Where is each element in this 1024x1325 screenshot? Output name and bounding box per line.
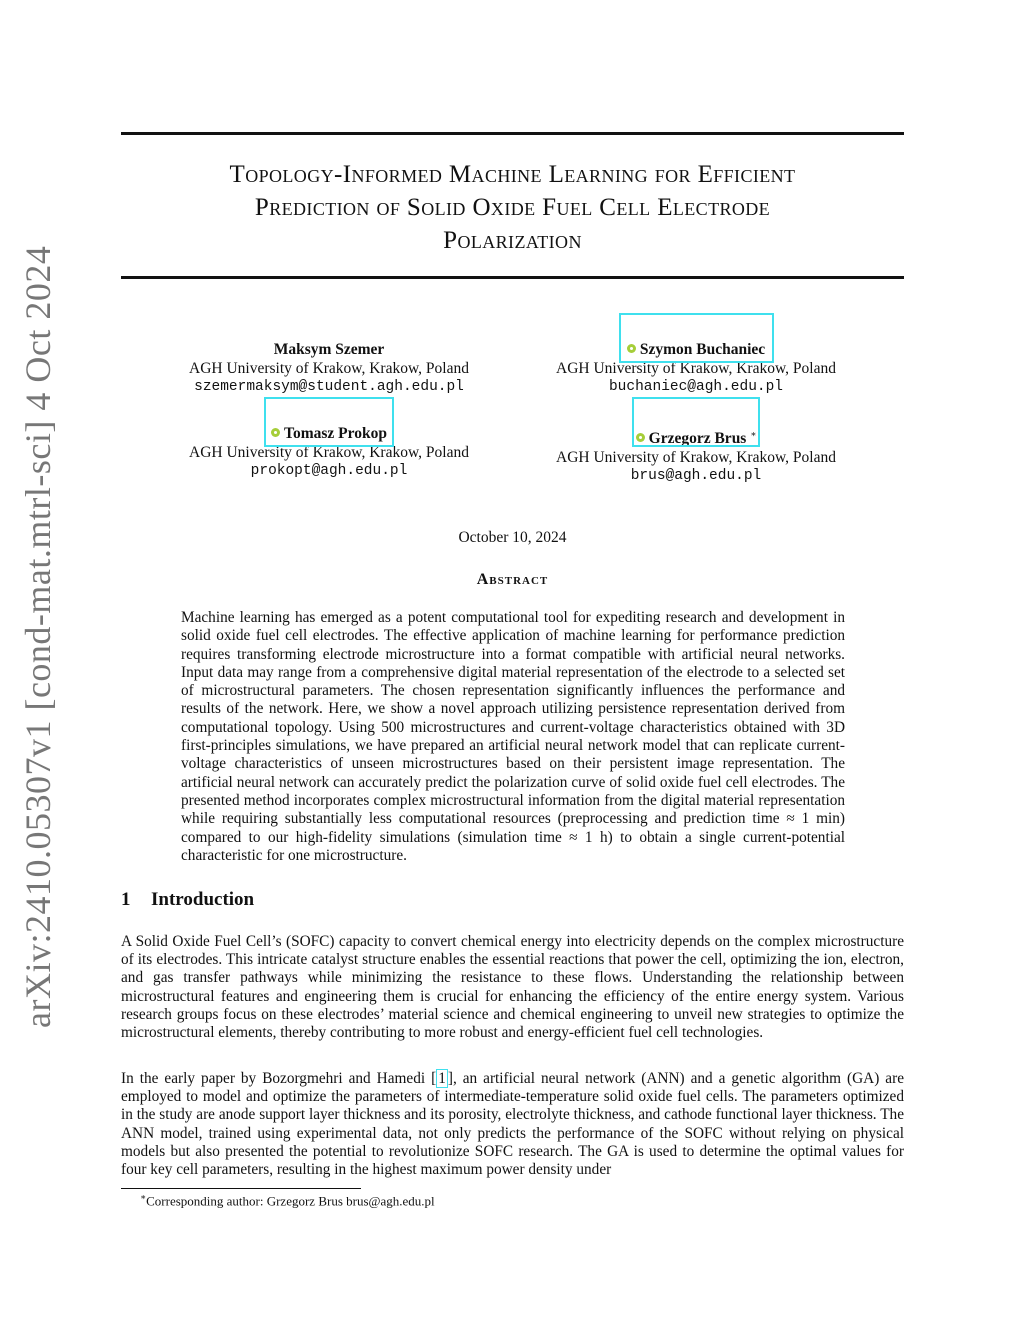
author-name[interactable]: Grzegorz Brus — [648, 430, 747, 448]
author-email[interactable]: buchaniec@agh.edu.pl — [608, 379, 784, 395]
author-name[interactable]: Maksym Szemer — [273, 341, 385, 358]
author-affiliation: AGH University of Krakow, Krakow, Poland — [189, 443, 469, 461]
abstract-text: Machine learning has emerged as a potent computational tool for expediting research and development in solid oxide fuel cell electrodes. The effective application of machine learning for performance prediction requires transforming electrode microstructure into a format compatible with artificial neural networks. Input data may range from a comprehensive digital material representation of the electrode to a selected set of microstructural parameters. The chosen representation significantly influences the performance and results of the network. Here, we show a novel approach utilizing persistence representation derived from computational topology. Using 500 microstructures and current-voltage characteristics obtained with 3D first-principles simulations, we have prepared an artificial neural network model that can replicate current-voltage characteristics of unseen microstructures based on their persistent image representation. The artificial neural network can accurately predict the polarization curve of solid oxide fuel cell electrodes. The presented method incorporates complex microstructural information from the digital material representation while requiring substantially less computational resources (preprocessing and prediction time ≈ 1 min) compared to our high-fidelity simulations (simulation time ≈ 1 h) to obtain a single current-potential characteristic for one microstructure. — [181, 609, 845, 864]
citation-link[interactable]: 1 — [438, 1070, 446, 1087]
title-line-1: Topology-Informed Machine Learning for Efficient — [229, 161, 796, 188]
paper-title — [121, 158, 904, 257]
title-line-3: Polarization — [443, 227, 582, 254]
intro-paragraph-1: A Solid Oxide Fuel Cell’s (SOFC) capacity to convert chemical energy into electricity depends on the complex microstructure of its electrodes. This intricate catalyst structure enables the essential reactions that power the cell, optimizing the ion, electron, and gas transfer pathways while minimizing the resistance to these flows. Understanding the relationship between microstructural features and engineering them is crucial for enhancing the efficiency of the entire energy system. Various research groups focus on these electrodes’ material science and chemical engineering to unveil new strategies to optimize the microstructural elements, thereby contributing to more robust and energy-efficient fuel cell technologies. — [121, 933, 904, 1042]
author-email[interactable]: szemermaksym@student.agh.edu.pl — [194, 379, 464, 395]
orcid-link-highlight[interactable] — [619, 313, 774, 363]
title-line-2: Prediction of Solid Oxide Fuel Cell Electrode — [254, 194, 771, 221]
author-name[interactable]: Szymon Buchaniec — [639, 341, 766, 358]
orcid-link-highlight[interactable] — [632, 397, 760, 447]
footnote-text: Corresponding author: Grzegorz Brus brus@agh.edu.pl — [146, 1193, 435, 1209]
author-name[interactable]: Tomasz Prokop — [284, 425, 387, 442]
section-number: 1 — [121, 889, 131, 910]
abstract-heading: Abstract — [476, 571, 549, 588]
author-affiliation: AGH University of Krakow, Krakow, Poland — [189, 359, 469, 377]
author-affiliation: AGH University of Krakow, Krakow, Poland — [556, 359, 836, 377]
author-email[interactable]: brus@agh.edu.pl — [630, 468, 762, 485]
footnote-rule — [121, 1188, 361, 1189]
paper-date: October 10, 2024 — [458, 529, 567, 546]
title-top-rule — [121, 132, 904, 135]
paragraph-text: ], an artificial neural network (ANN) and a genetic algorithm (GA) are employed to model and optimize the parameters of intermediate-temperature solid oxide fuel cells. The parameters optimized in the study are anode support layer thickness and its porosity, electrolyte thickness, and cathode functional layer thickness. The ANN model, trained using experimental data, not only predicts the performance of the SOFC without relying on physical models but also presented the potential to revolutionize SOFC research. The GA is used to determine the optimal values for four key cell parameters, resulting in the highest maximum power density under — [121, 1070, 904, 1179]
section-title: Introduction — [151, 889, 255, 910]
intro-paragraph-2 — [121, 1070, 904, 1179]
author-block-szemer — [149, 341, 509, 397]
footnote-mark: ∗ — [140, 1192, 147, 1202]
footnote — [140, 1192, 435, 1209]
paragraph-text: In the early paper by Bozorgmehri and Hamedi [ — [121, 1070, 437, 1087]
orcid-link-highlight[interactable] — [264, 397, 394, 447]
corresponding-mark: ∗ — [750, 429, 757, 439]
title-bottom-rule — [121, 276, 904, 279]
arxiv-watermark: arXiv:2410.05307v1 [cond-mat.mtrl-sci] 4 Oct 2024 — [18, 245, 58, 1028]
section-heading-introduction — [121, 889, 254, 911]
author-email[interactable]: prokopt@agh.edu.pl — [250, 463, 408, 479]
author-affiliation: AGH University of Krakow, Krakow, Poland — [556, 448, 836, 466]
